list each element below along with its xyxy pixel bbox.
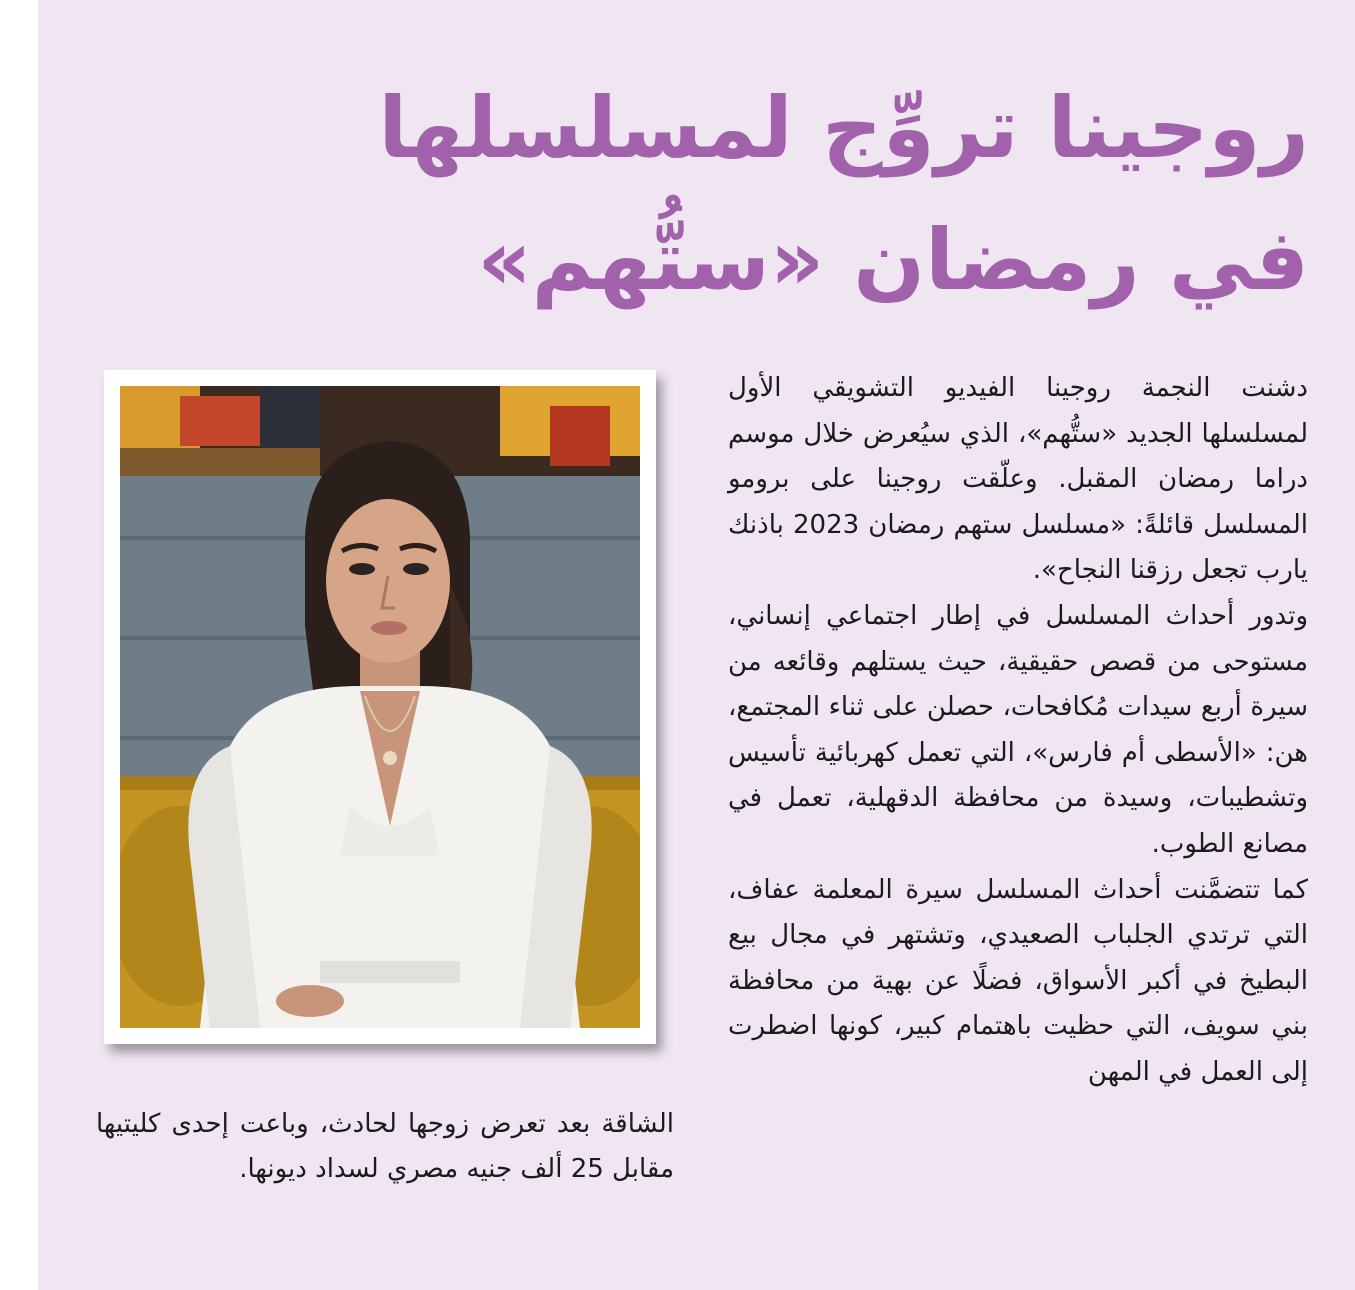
photo-caption: الشاقة بعد تعرض زوجها لحادث، وباعت إحدى كليتيها مقابل 25 ألف جنيه مصري لسداد ديونها. [96,1109,674,1184]
headline-line-1: روجينا تروِّج لمسلسلها [378,79,1309,177]
headline [209,62,1309,326]
portrait-photo [120,386,640,1028]
headline-line-2: في رمضان «ستُّهم» [477,211,1309,309]
magazine-page [38,0,1355,1290]
article-paragraph: دشنت النجمة روجينا الفيديو التشويقي الأول لمسلسلها الجديد «ستُّهم»، الذي سيُعرض خلال موسم دراما رمضان المقبل. وعلّقت روجينا على برومو المسلسل قائلةً: «مسلسل ستهم رمضان 2023 باذنك يارب تجعل رزقنا النجاح». [728,373,1308,586]
photo-frame [104,370,656,1044]
article-paragraph: كما تتضمَّنت أحداث المسلسل سيرة المعلمة عفاف، التي ترتدي الجلباب الصعيدي، وتشتهر في مجال بيع البطيخ في أكبر الأسواق، فضلًا عن بهية من محافظة بني سويف، التي حظيت باهتمام كبير، كونها اضطرت إلى العمل في المهن [728,874,1308,1087]
article-paragraph: وتدور أحداث المسلسل في إطار اجتماعي إنساني، مستوحى من قصص حقيقية، حيث يستلهم وقائعه من سيرة أربع سيدات مُكافحات، حصلن على ثناء المجتمع، هن: «الأسطى أم فارس»، التي تعمل كهربائية تأسيس وتشطيبات، وسيدة من محافظة الدقهلية، تعمل في مصانع الطوب. [728,600,1308,859]
article-body [728,366,1308,1096]
